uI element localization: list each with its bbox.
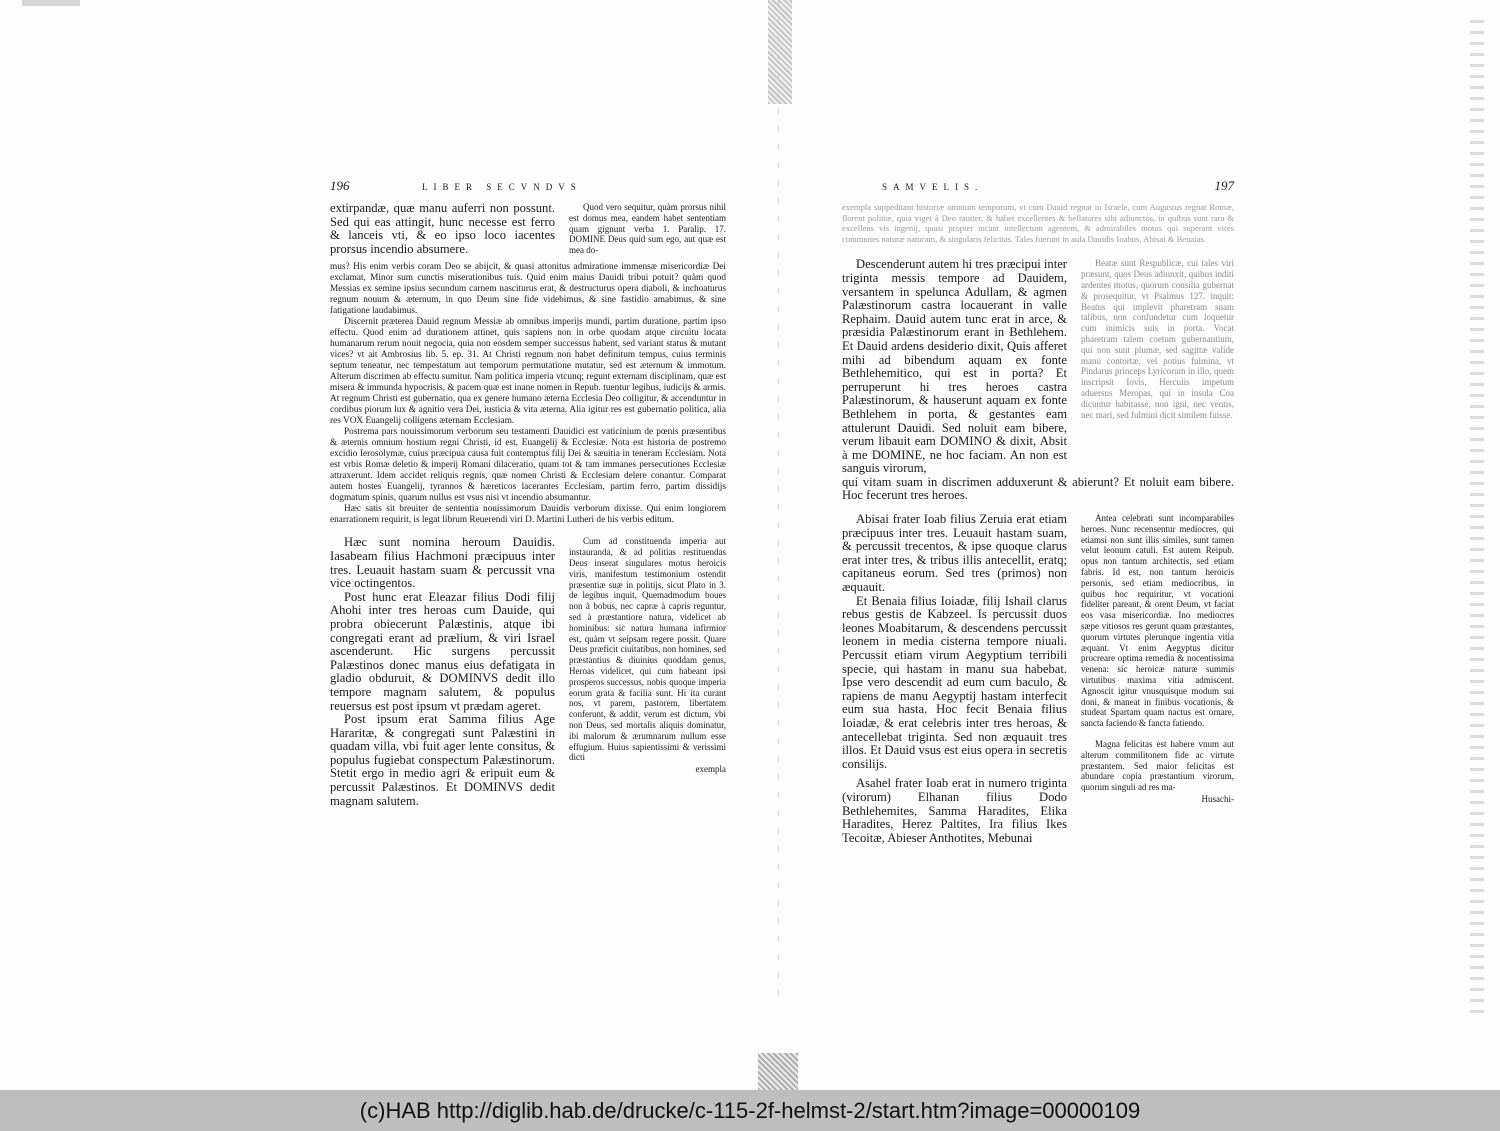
gloss-paragraph: Cum ad constituenda imperia aut instauranda, & ad politias restituendas Deus inserat singulares motus heroicis viris, manifestum testimonium ostendit præsentiæ suæ in politijs, sicut Plato in 3. de legibus inquit, Quemadmodum boues non à bobus, nec capræ à capris reguntur, sed à præstantiore natura, videlicet ab hominibus: sic natura humana infirmior est, quàm vt seipsam regere possit. Quare Deus præficit ciuitatibus, non homines, sed præstantius & diuinius quoddam genus, Heroas videlicet, qui cum habeant ipsi prosperos successus, nobis quoque imperia eorum grata & facilia sunt. Hi ita curant nos, vt parem, pastorem, libertatem conferunt, & addit, verum est dictum, vbi non Deus, sed mortalis aliquis dominatur, ibi malorum & ærumnarum nullum esse effugium. Huius sapientissimi & verissimi dicti	[569, 536, 726, 763]
main-text-column	[842, 258, 1067, 476]
gloss-column	[1081, 258, 1234, 420]
left-running-head	[330, 180, 726, 202]
page-number: 196	[330, 178, 350, 193]
main-text-column	[330, 202, 555, 256]
book-gutter	[778, 0, 779, 1000]
main-paragraph: qui vitam suam in discrimen adduxerunt & abierunt? Et noluit eam bibere. Hoc fecerunt tres heroes.	[842, 474, 1234, 503]
binding-stain-top	[768, 0, 792, 104]
page-edge-shadow	[1470, 20, 1484, 1020]
left-page	[330, 180, 726, 808]
running-head-title: SAMVELIS.	[882, 182, 984, 192]
right-page	[842, 180, 1234, 845]
main-paragraph: Post hunc erat Eleazar filius Dodi filij Ahohi inter tres heroas cum Dauide, qui probra obiecerunt Palæstinis, atque ibi congregati erant ad prælium, & viri Israel ascenderunt. Hic surgens percussit Palæstinos donec manus eius defatigata in gladio obduruit, & DOMINVS dedit illo tempore magnam salutem, & populus reuersus est post ipsum vt prædam ageret.	[330, 589, 555, 713]
right-running-head	[842, 180, 1234, 202]
catchword: exempla	[695, 764, 726, 775]
gloss-column	[569, 536, 726, 775]
main-paragraph: extirpandæ, quæ manu auferri non possunt. Sed qui eas attingit, hunc necesse est ferro & lanceis vti, & eo ipso loco iacentes prorsus incendio absumere.	[330, 201, 555, 256]
right-block-2	[842, 513, 1234, 845]
main-paragraph: Abisai frater Ioab filius Zeruia erat etiam præcipuus inter tres. Leuauit hastam suam, & percussit trecentos, & ipse quoque clarus erat inter tres, & tribus illis antecellit, eratq; capitaneus eorum. Sed tres (primos) non æquauit.	[842, 512, 1067, 595]
gloss-column	[1081, 513, 1234, 805]
gloss-paragraph: Quod vero sequitur, quàm prorsus nihil est domus mea, eandem habet sententiam quam gignunt verba 1. Paralip. 17. DOMINE Deus quid sum ego, aut quæ est mea do-	[569, 202, 726, 256]
running-head-title: LIBER SECVNDVS	[422, 182, 582, 192]
main-paragraph: Et Benaia filius Ioiadæ, filij Ishail clarus rebus gestis de Kabzeel. Is percussit duos leones Moabitarum, & descendens percussit leonem in media cisterna tempore niuali. Percussit etiam virum Aegyptium terribili specie, qui hastam in manu sua habebat. Ipse vero descendit ad eum cum baculo, & rapiens de manu Aegyptij hastam interfecit eum sua hasta. Hoc fecit Benaia filius Ioiadæ, & erat celebris inter tres heroas, & antecellebat triginta. Sed non æquauit tres illos. Et Dauid vsus est eius opera in secretis consilijs.	[842, 593, 1067, 771]
main-paragraph: Post ipsum erat Samma filius Age Hararitæ, & congregati sunt Palæstini in quadam villa, vbi fuit ager lente consitus, & populus fugiebat conspectum Palæstinorum. Stetit ergo in medio agri & eripuit eum & percussit Palæstinos. Et DOMINVS dedit magnam salutem.	[330, 712, 555, 808]
right-block-1	[842, 258, 1234, 476]
footer-credit-link[interactable]: (c)HAB http://diglib.hab.de/drucke/c-115-2f-helmst-2/start.htm?image=00000109	[359, 1097, 1141, 1123]
corner-ornament	[22, 0, 80, 6]
gloss-column	[569, 202, 726, 256]
gloss-paragraph: Antea celebrati sunt incomparabiles heroes. Nunc recensentur mediocres, qui etiamsi non sunt illis similes, sunt tamen velut leonum catuli. Est autem Reipub. opus non tantum architectis, sed etiam fabris. Id est, non tantum heroicis personis, sed etiam mediocribus, in quibus hoc requiritur, vt vocationi fideliter pareant, & orent Deum, vt faciat eos vasa misericordiæ. Ino mediocres sæpe vitiosos res gerunt quam præstantes, quorum virtutes plerunque ingentia vitia æquant. Vt enim Aegyptus dicitur procreare optima remedia & nocentissima venena: sic heroicæ naturæ summis virtutibus maxima vitia admiscent. Agnoscit igitur vnusquisque modum sui doni, & maneat in finibus vocationis, & studeat Spartam quam nactus est ornare, sancta faciendo & fancta fatiendo.	[1081, 513, 1234, 729]
commentary-paragraph: mus? His enim verbis coram Deo se abijcit, & quasi attonitus admiratione immensæ misericordiæ Dei exclamat, Minor sum cunctis miserationibus tuis. Quid enim maius Dauidi tribui potuit? quàm quod Messias ex semine ipsius secundum carnem nasciturus erat, & destructurus opera diaboli, & inchoaturus regnum nouum & æternum, in quo Deum sine fide videbimus, & sine fastidio amabimus, & sine fatigatione laudabimus.	[330, 262, 726, 317]
catchword: Husachi-	[1201, 793, 1234, 804]
main-paragraph: Asahel frater Ioab erat in numero triginta (virorum) Elhanan filius Dodo Bethlehemites, Samma Haradites, Elika Haradites, Herez Paltites, Ira filius Ikes Tecoitæ, Abieser Anthotites, Mebunai	[842, 776, 1067, 845]
commentary-paragraph: Hæc satis sit breuiter de sententia nouissimorum Dauidis verborum dixisse. Qui enim longiorem enarrationem requirit, is legat librum Reuerendi viri D. Martini Lutheri de his verbis editum.	[330, 504, 726, 526]
gloss-paragraph: Magna felicitas est habere vnum aut alterum commilitonem fide ac virtute præstantem. Sed maior felicitas est abundare copia præstantium virorum, quorum singuli ad res ma-	[1081, 739, 1234, 793]
commentary-paragraph: Postrema pars nouissimorum verborum seu testamenti Dauidici est vaticinium de pœnis præsentibus & æternis omnium hostium regni Christi, id est, Euangelij & Ecclesiæ. Nota est historia de postremo excidio Ierosolymæ, cuius præcipua causa fuit contemptus filij Dei & sæuitia in teneram Ecclesiam. Nota est vrbis Romæ deletio & imperij Romani dilaceratio, quam tot & tam immanes persecutiones Ecclesiæ attraxerunt. Idem accidet reliquis regnis, quæ nomen Christi & Ecclesiam delere conantur. Comparat autem hostes Euangelij, tyrannos & hæreticos lacerantes Ecclesiam, partim ferro, partim dissidijs dogmatum spinis, quarum nullus est vsus nisi vt incendio absumantur.	[330, 427, 726, 504]
left-bottom-block	[330, 536, 726, 808]
main-paragraph: Descenderunt autem hi tres præcipui inter triginta messis tempore ad Dauidem, versantem in spelunca Adullam, & agmen Palæstinorum castra locauerant in valle Rephaim. Dauid autem tunc erat in arce, & præsidia Palæstinorum erant in Bethlehem. Et Dauid ardens desiderio dixit, Quis afferet mihi ad bibendum aquam ex fonte Bethlehemitico, qui est in porta? Et perruperunt hi tres heroes castra Palæstinorum, & hauserunt aquam ex fonte Bethlehem in porta, & gestantes eam attulerunt Dauidi. Sed noluit eam bibere, verum libauit eam DOMINO & dixit, Absit à me DOMINE, ne hoc faciam. An non est sanguis virorum,	[842, 257, 1067, 476]
main-paragraph: Hæc sunt nomina heroum Dauidis. Iasabeam filius Hachmoni præcipuus inter tres. Leuauit hastam suam & percussit vna vice octingentos.	[330, 535, 555, 591]
main-text-column	[330, 536, 555, 808]
commentary-block	[330, 262, 726, 526]
spanning-line	[842, 476, 1234, 503]
gloss-paragraph: Beatæ sunt Respublicæ, cui tales viri præsunt, quos Deus adiunxit, quibus inditi ardentes motus, quorum consilia gubernat & prosequitur, vt Psalmus 127. inquit: Beatus qui implevit pharetram suam talibus, non confundetur cum loquetur cum inimicis suis in porta. Vocat pharetram talem coetum gubernantium, qui non sunt plumæ, sed sagittæ valide manu contortæ, vel potius fulmina, vt Pindarus princeps Lyricorum in illo, quem inscripsit Iovis, Herculis impetum aduersus Meropas, qui in insula Coa dicuntur habitasse, non igni, nec ventis, nec mari, sed fulmini dicit similem fuisse.	[1081, 258, 1234, 420]
copyright-footer	[0, 1090, 1500, 1131]
page-number: 197	[1214, 178, 1234, 193]
left-top-block	[330, 202, 726, 256]
commentary-paragraph: Discernit præterea Dauid regnum Messiæ ab omnibus imperijs mundi, partim duratione, partim ipso effectu. Quod enim ad durationem attinet, quis sapiens non in orbe quodam atque circuitu locata humanarum rerum nouit negocia, quia non eosdem semper successus habent, sed variant status & mutant vices? vt ait Ambrosius lib. 5. ep. 31. At Christi regnum non habet definitum tempus, cuius terminis septum teneatur, nec tempestatum aut temporum permutatione mutatur, sed est æternum & immotum. Alterum discrimen ab effectu sumitur. Nam politica imperia vtcunq; regunt externam disciplinam, quæ est misera & immunda hypocrisis, & pacem quæ est inane nomen in Repub. tuentur legibus, iudicijs & armis. At regnum Christi est gubernatio, qua ex genere humano æterna Ecclesia Deo colligitur, & accenduntur in cordibus piorum lux & agnitio vera Dei, iusticia & vita æterna. Alia igitur res est gubernatio politica, alia res VOX Euangelij colligens æternam Ecclesiam.	[330, 317, 726, 427]
continued-note: exempla suppeditant historiæ omnium temporum, vt cum Dauid regnat in Israele, cum Augustus regnat Romæ, florent politiæ, quia viget à Deo rauiter, & habet excellentes & bellatores sibi adiunctos, in quibus sunt rara & excellens vis ingenij, quasi propter incant intellectum agentem, & admirabiles motus qui superant vires communes naturæ naturam, & singularis felicitas. Tales fuerunt in aula Dauidis Ioabus, Abisai & Benaias.	[842, 202, 1234, 244]
main-text-column	[842, 513, 1067, 845]
binding-stain-bottom	[758, 1053, 798, 1090]
